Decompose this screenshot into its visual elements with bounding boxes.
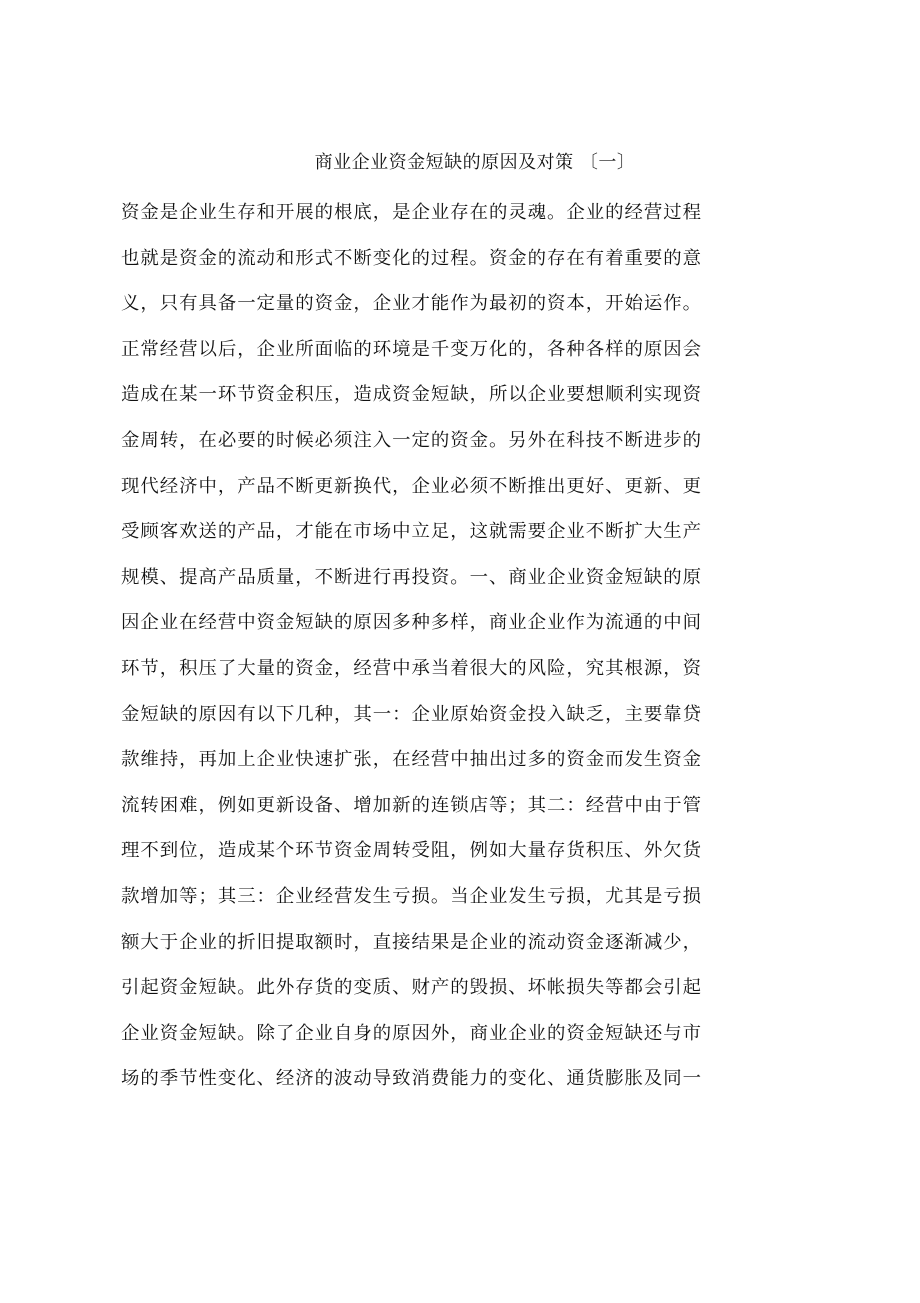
body-line: 流转困难，例如更新设备、增加新的连锁店等；其二：经营中由于管 <box>121 794 701 816</box>
body-line: 资金是企业生存和开展的根底，是企业存在的灵魂。企业的经营过程 <box>121 202 701 223</box>
body-line: 企业资金短缺。除了企业自身的原因外，商业企业的资金短缺还与市 <box>121 1022 701 1044</box>
body-line: 义，只有具备一定量的资金，企业才能作为最初的资本，开始运作。 <box>121 293 701 315</box>
body-line: 金短缺的原因有以下几种，其一：企业原始资金投入缺乏，主要靠贷 <box>121 703 701 725</box>
body-line: 额大于企业的折旧提取额时，直接结果是企业的流动资金逐渐减少， <box>121 931 701 953</box>
body-line: 款增加等；其三：企业经营发生亏损。当企业发生亏损，尤其是亏损 <box>121 885 701 907</box>
body-line: 因企业在经营中资金短缺的原因多种多样，商业企业作为流通的中间 <box>121 612 701 634</box>
body-line: 场的季节性变化、经济的波动导致消费能力的变化、通货膨胀及同一 <box>121 1068 701 1090</box>
body-line: 规模、提高产品质量，不断进行再投资。一、商业企业资金短缺的原 <box>121 566 701 588</box>
body-line: 正常经营以后，企业所面临的环境是千变万化的，各种各样的原因会 <box>121 338 701 360</box>
body-line: 受顾客欢送的产品，才能在市场中立足，这就需要企业不断扩大生产 <box>121 521 701 543</box>
body-line: 引起资金短缺。此外存货的变质、财产的毁损、坏帐损失等都会引起 <box>121 977 701 999</box>
body-line: 环节，积压了大量的资金，经营中承当着很大的风险，究其根源，资 <box>121 657 701 679</box>
body-line: 造成在某一环节资金积压，造成资金短缺，所以企业要想顺利实现资 <box>121 384 701 406</box>
document-title: 商业企业资金短缺的原因及对策 〔一〕 <box>314 152 636 173</box>
body-line: 款维持，再加上企业快速扩张，在经营中抽出过多的资金而发生资金 <box>121 749 701 771</box>
body-line: 也就是资金的流动和形式不断变化的过程。资金的存在有着重要的意 <box>121 247 701 269</box>
document-body <box>121 197 701 1109</box>
body-line: 金周转，在必要的时候必须注入一定的资金。另外在科技不断进步的 <box>121 429 701 451</box>
body-line: 现代经济中，产品不断更新换代，企业必须不断推出更好、更新、更 <box>121 475 701 497</box>
body-line: 理不到位，造成某个环节资金周转受阻，例如大量存货积压、外欠货 <box>121 840 701 862</box>
